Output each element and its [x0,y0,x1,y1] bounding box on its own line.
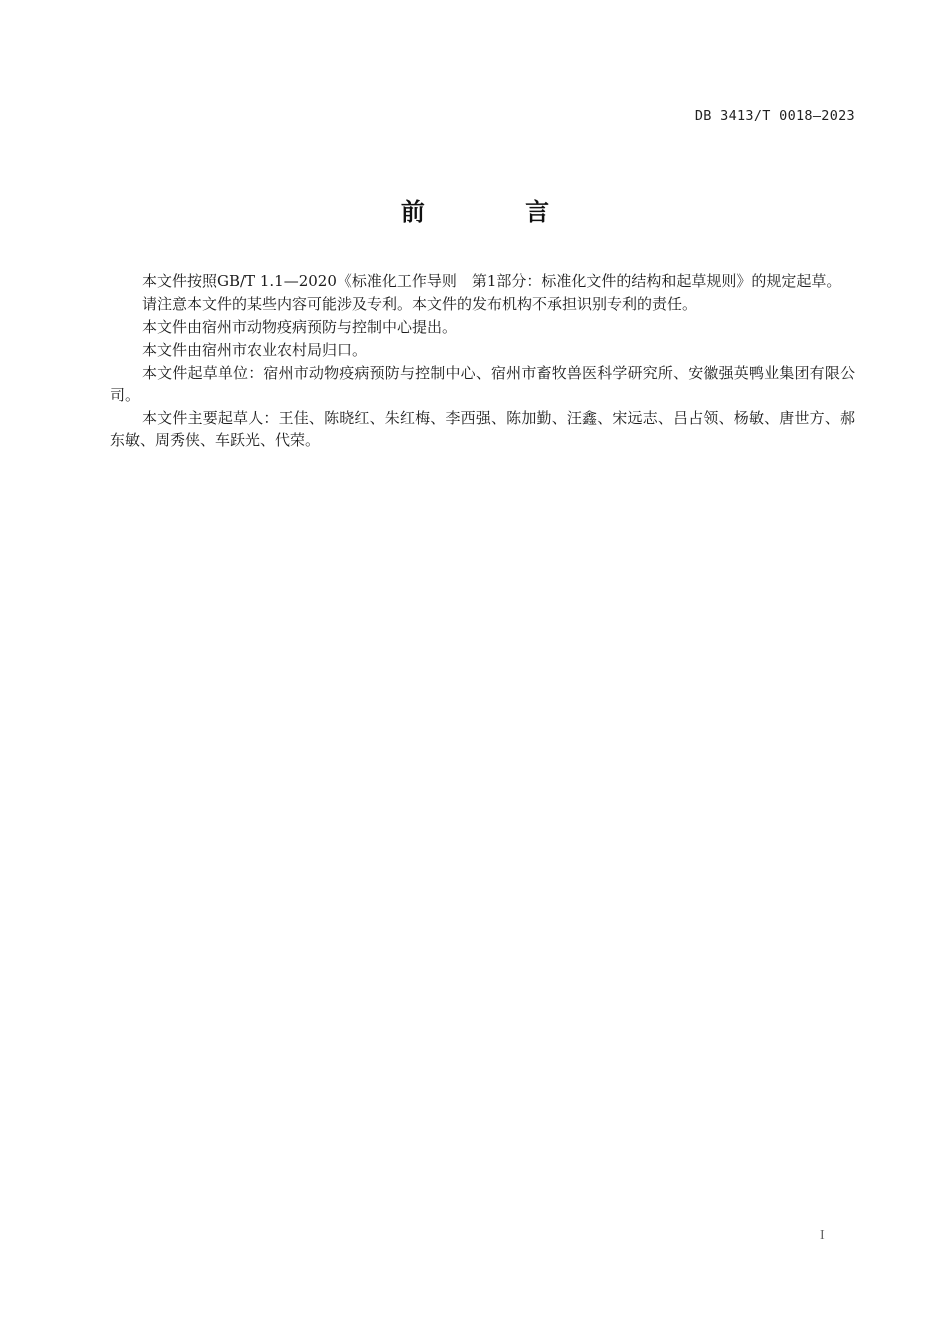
page-number: I [820,1228,825,1243]
paragraph-drafting-rule: 本文件按照GB/T 1.1—2020《标准化工作导则 第1部分：标准化文件的结构和起草规则》的规定起草。 [142,272,842,290]
page-title: 前 言 [400,198,596,226]
paragraph-drafters: 本文件主要起草人：王佳、陈晓红、朱红梅、李西强、陈加勤、汪鑫、宋远志、吕占领、杨敏、唐世方、郝东敏、周秀侠、车跃光、代荣。 [110,409,855,449]
paragraph-patent-notice: 请注意本文件的某些内容可能涉及专利。本文件的发布机构不承担识别专利的责任。 [142,295,698,313]
paragraph-administrator: 本文件由宿州市农业农村局归口。 [142,341,368,359]
foreword-body [110,270,855,452]
paragraph-proposer: 本文件由宿州市动物疫病预防与控制中心提出。 [142,318,458,336]
paragraph-drafting-units: 本文件起草单位：宿州市动物疫病预防与控制中心、宿州市畜牧兽医科学研究所、安徽强英鸭业集团有限公司。 [110,364,855,404]
document-code: DB 3413/T 0018—2023 [694,108,855,124]
